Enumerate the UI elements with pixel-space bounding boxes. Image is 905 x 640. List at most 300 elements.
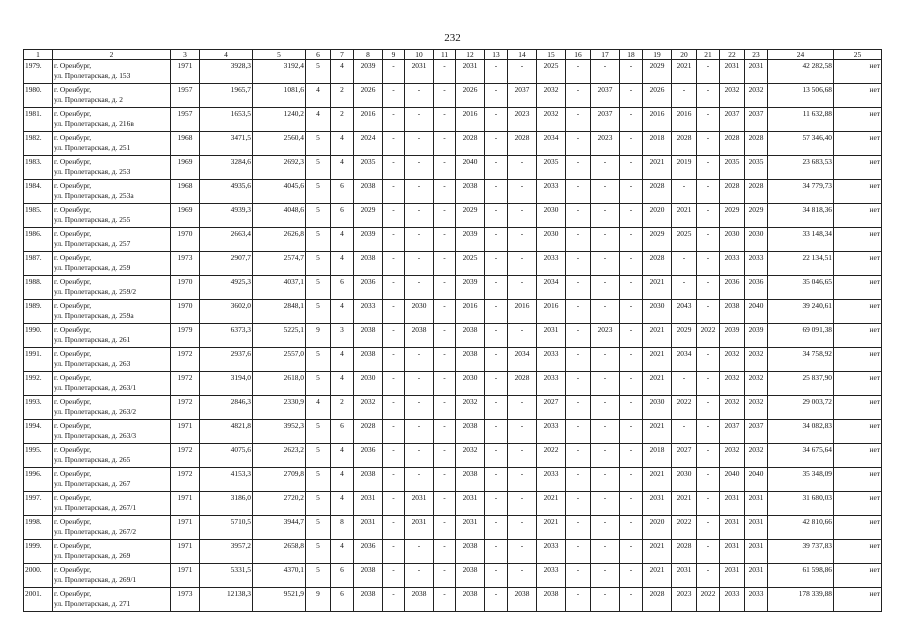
amount-cell: 39 240,61: [768, 300, 834, 324]
row-number: 1991.: [24, 348, 53, 372]
row-number: 1982.: [24, 132, 53, 156]
data-cell: -: [434, 396, 456, 420]
data-cell: 2038: [456, 420, 485, 444]
data-cell: 2031: [456, 516, 485, 540]
address-city: г. Оренбург,: [54, 157, 92, 166]
data-cell: 2032: [720, 372, 745, 396]
data-cell: 2040: [720, 468, 745, 492]
data-cell: -: [434, 276, 456, 300]
address-street: ул. Пролетарская, д. 269/1: [54, 575, 137, 584]
data-cell: 2038: [354, 180, 383, 204]
data-cell: 5: [306, 540, 331, 564]
status-cell: нет: [834, 300, 882, 324]
data-cell: -: [620, 540, 643, 564]
data-cell: 1969: [171, 156, 200, 180]
data-cell: 4: [331, 156, 354, 180]
data-cell: 2031: [720, 564, 745, 588]
amount-cell: 178 339,88: [768, 588, 834, 612]
data-cell: 2033: [537, 564, 566, 588]
table-row: [24, 180, 882, 204]
data-cell: 3471,5: [200, 132, 253, 156]
data-cell: 2029: [672, 324, 697, 348]
data-cell: -: [566, 588, 591, 612]
data-cell: 2040: [456, 156, 485, 180]
data-cell: 9: [306, 324, 331, 348]
data-cell: 2026: [643, 84, 672, 108]
data-cell: 2021: [643, 468, 672, 492]
data-cell: 5: [306, 492, 331, 516]
data-cell: -: [434, 468, 456, 492]
data-cell: 2027: [537, 396, 566, 420]
data-cell: -: [566, 468, 591, 492]
data-cell: 2021: [672, 492, 697, 516]
data-cell: -: [405, 540, 434, 564]
data-cell: 2031: [672, 564, 697, 588]
data-cell: -: [591, 492, 620, 516]
column-number: 20: [672, 50, 697, 60]
data-cell: -: [508, 228, 537, 252]
data-cell: -: [508, 468, 537, 492]
data-cell: 2032: [354, 396, 383, 420]
data-cell: 2043: [672, 300, 697, 324]
column-number: 7: [331, 50, 354, 60]
table-row: [24, 396, 882, 420]
data-cell: 2937,6: [200, 348, 253, 372]
data-cell: 2021: [643, 276, 672, 300]
column-number-row: [24, 50, 882, 60]
data-cell: 2039: [456, 228, 485, 252]
data-cell: 2031: [745, 60, 768, 84]
data-cell: 2021: [643, 324, 672, 348]
address-street: ул. Пролетарская, д. 153: [54, 71, 131, 80]
data-cell: 6373,3: [200, 324, 253, 348]
address-cell: [53, 132, 171, 156]
data-cell: 2028: [643, 180, 672, 204]
data-cell: 2021: [643, 420, 672, 444]
housing-register-table: [23, 49, 882, 612]
data-cell: 2021: [537, 492, 566, 516]
data-cell: 2028: [354, 420, 383, 444]
data-cell: 2039: [354, 60, 383, 84]
data-cell: 4: [331, 132, 354, 156]
row-number: 1999.: [24, 540, 53, 564]
data-cell: 2: [331, 396, 354, 420]
address-street: ул. Пролетарская, д. 269: [54, 551, 131, 560]
data-cell: 5: [306, 372, 331, 396]
data-cell: 5: [306, 468, 331, 492]
address-street: ул. Пролетарская, д. 265: [54, 455, 131, 464]
data-cell: 2028: [745, 180, 768, 204]
amount-cell: 69 091,38: [768, 324, 834, 348]
data-cell: -: [383, 108, 405, 132]
data-cell: 2031: [405, 60, 434, 84]
data-cell: -: [434, 204, 456, 228]
address-city: г. Оренбург,: [54, 301, 92, 310]
data-cell: -: [508, 180, 537, 204]
data-cell: 1957: [171, 108, 200, 132]
data-cell: 1971: [171, 564, 200, 588]
address-cell: [53, 84, 171, 108]
data-cell: -: [508, 420, 537, 444]
data-cell: -: [383, 324, 405, 348]
address-cell: [53, 468, 171, 492]
data-cell: -: [485, 516, 508, 540]
data-cell: -: [485, 348, 508, 372]
data-cell: -: [697, 228, 720, 252]
amount-cell: 34 818,36: [768, 204, 834, 228]
data-cell: 4045,6: [253, 180, 306, 204]
data-cell: -: [434, 444, 456, 468]
data-cell: 2022: [537, 444, 566, 468]
data-cell: 2024: [354, 132, 383, 156]
data-cell: 2016: [643, 108, 672, 132]
page-number: 232: [444, 32, 461, 44]
data-cell: -: [508, 156, 537, 180]
data-cell: 2016: [508, 300, 537, 324]
data-cell: -: [383, 300, 405, 324]
data-cell: -: [566, 84, 591, 108]
data-cell: -: [566, 396, 591, 420]
data-cell: 1970: [171, 228, 200, 252]
data-cell: 5: [306, 228, 331, 252]
amount-cell: 35 348,09: [768, 468, 834, 492]
data-cell: -: [620, 444, 643, 468]
data-cell: 2028: [720, 132, 745, 156]
address-street: ул. Пролетарская, д. 263: [54, 359, 131, 368]
column-number: 2: [53, 50, 171, 60]
data-cell: -: [697, 204, 720, 228]
status-cell: нет: [834, 348, 882, 372]
data-cell: -: [485, 180, 508, 204]
address-street: ул. Пролетарская, д. 216в: [54, 119, 134, 128]
data-cell: -: [697, 540, 720, 564]
data-cell: -: [620, 60, 643, 84]
data-cell: -: [508, 60, 537, 84]
data-cell: -: [383, 228, 405, 252]
data-cell: -: [591, 564, 620, 588]
data-cell: -: [485, 588, 508, 612]
data-cell: 3284,6: [200, 156, 253, 180]
data-cell: 2692,3: [253, 156, 306, 180]
table-row: [24, 444, 882, 468]
data-cell: -: [697, 516, 720, 540]
amount-cell: 34 779,73: [768, 180, 834, 204]
address-street: ул. Пролетарская, д. 257: [54, 239, 131, 248]
table-row: [24, 204, 882, 228]
amount-cell: 25 837,90: [768, 372, 834, 396]
data-cell: -: [485, 372, 508, 396]
data-cell: -: [591, 444, 620, 468]
data-cell: 2038: [456, 348, 485, 372]
data-cell: 2036: [354, 540, 383, 564]
data-cell: 2031: [720, 492, 745, 516]
column-number: 6: [306, 50, 331, 60]
row-number: 1993.: [24, 396, 53, 420]
data-cell: 2016: [354, 108, 383, 132]
data-cell: 2018: [643, 132, 672, 156]
data-cell: -: [672, 252, 697, 276]
table-row: [24, 564, 882, 588]
data-cell: -: [485, 492, 508, 516]
data-cell: -: [620, 228, 643, 252]
data-cell: 1971: [171, 516, 200, 540]
address-city: г. Оренбург,: [54, 229, 92, 238]
row-number: 1987.: [24, 252, 53, 276]
data-cell: 2028: [672, 540, 697, 564]
status-cell: нет: [834, 588, 882, 612]
data-cell: 2022: [697, 324, 720, 348]
data-cell: 5: [306, 276, 331, 300]
data-cell: 1973: [171, 588, 200, 612]
data-cell: 2031: [456, 60, 485, 84]
data-cell: -: [485, 84, 508, 108]
data-cell: 2034: [508, 348, 537, 372]
data-cell: 2018: [643, 444, 672, 468]
address-city: г. Оренбург,: [54, 205, 92, 214]
amount-cell: 34 675,64: [768, 444, 834, 468]
data-cell: -: [434, 60, 456, 84]
data-cell: -: [566, 372, 591, 396]
table-row: [24, 588, 882, 612]
data-cell: -: [591, 540, 620, 564]
status-cell: нет: [834, 180, 882, 204]
data-cell: -: [566, 156, 591, 180]
data-cell: 2033: [745, 588, 768, 612]
data-cell: 5710,5: [200, 516, 253, 540]
row-number: 1990.: [24, 324, 53, 348]
table-row: [24, 156, 882, 180]
data-cell: 2021: [672, 60, 697, 84]
data-cell: 2016: [672, 108, 697, 132]
data-cell: -: [697, 156, 720, 180]
data-cell: 3194,0: [200, 372, 253, 396]
data-cell: 2036: [720, 276, 745, 300]
data-cell: 1968: [171, 180, 200, 204]
data-cell: 4370,1: [253, 564, 306, 588]
address-city: г. Оренбург,: [54, 109, 92, 118]
data-cell: 2029: [745, 204, 768, 228]
data-cell: 1971: [171, 540, 200, 564]
data-cell: -: [485, 204, 508, 228]
address-cell: [53, 372, 171, 396]
address-street: ул. Пролетарская, д. 2: [54, 95, 123, 104]
data-cell: -: [434, 252, 456, 276]
table-row: [24, 300, 882, 324]
data-cell: -: [697, 564, 720, 588]
data-cell: -: [508, 324, 537, 348]
data-cell: 1968: [171, 132, 200, 156]
data-cell: 2038: [456, 324, 485, 348]
column-number: 1: [24, 50, 53, 60]
data-cell: -: [434, 228, 456, 252]
data-cell: 2038: [456, 588, 485, 612]
data-cell: -: [620, 492, 643, 516]
address-cell: [53, 180, 171, 204]
amount-cell: 61 598,86: [768, 564, 834, 588]
data-cell: -: [485, 276, 508, 300]
data-cell: 3957,2: [200, 540, 253, 564]
data-cell: -: [566, 444, 591, 468]
address-city: г. Оренбург,: [54, 349, 92, 358]
data-cell: 3952,3: [253, 420, 306, 444]
data-cell: 6: [331, 180, 354, 204]
column-number: 19: [643, 50, 672, 60]
data-cell: 2032: [745, 348, 768, 372]
address-street: ул. Пролетарская, д. 267/2: [54, 527, 137, 536]
column-number: 14: [508, 50, 537, 60]
data-cell: -: [566, 492, 591, 516]
data-cell: -: [620, 396, 643, 420]
data-cell: -: [485, 252, 508, 276]
data-cell: -: [508, 516, 537, 540]
data-cell: 2038: [537, 588, 566, 612]
data-cell: -: [434, 588, 456, 612]
data-cell: 1972: [171, 372, 200, 396]
data-cell: -: [697, 252, 720, 276]
data-cell: -: [383, 348, 405, 372]
data-cell: 2035: [720, 156, 745, 180]
data-cell: 2029: [456, 204, 485, 228]
data-cell: 2031: [537, 324, 566, 348]
data-cell: -: [383, 588, 405, 612]
data-cell: 2021: [643, 540, 672, 564]
data-cell: -: [620, 420, 643, 444]
address-city: г. Оренбург,: [54, 445, 92, 454]
data-cell: 2021: [643, 348, 672, 372]
row-number: 1988.: [24, 276, 53, 300]
data-cell: -: [697, 348, 720, 372]
data-cell: 2016: [456, 108, 485, 132]
data-cell: -: [405, 108, 434, 132]
data-cell: 2: [331, 84, 354, 108]
data-cell: 1973: [171, 252, 200, 276]
table-row: [24, 492, 882, 516]
data-cell: -: [485, 444, 508, 468]
status-cell: нет: [834, 276, 882, 300]
data-cell: 2023: [591, 324, 620, 348]
data-cell: 4935,6: [200, 180, 253, 204]
data-cell: 2033: [745, 252, 768, 276]
row-number: 2001.: [24, 588, 53, 612]
status-cell: нет: [834, 84, 882, 108]
data-cell: 2021: [643, 156, 672, 180]
data-cell: 4: [331, 348, 354, 372]
data-cell: 2031: [720, 516, 745, 540]
address-cell: [53, 204, 171, 228]
address-cell: [53, 276, 171, 300]
data-cell: -: [620, 324, 643, 348]
data-cell: 2039: [354, 228, 383, 252]
data-cell: -: [383, 468, 405, 492]
data-cell: -: [405, 204, 434, 228]
data-cell: 2030: [537, 204, 566, 228]
data-cell: 2038: [354, 252, 383, 276]
data-cell: -: [566, 276, 591, 300]
data-cell: 1972: [171, 444, 200, 468]
data-cell: -: [620, 276, 643, 300]
data-cell: -: [591, 276, 620, 300]
data-cell: 2021: [643, 372, 672, 396]
data-cell: 2029: [354, 204, 383, 228]
address-street: ул. Пролетарская, д. 259: [54, 263, 131, 272]
data-cell: 5: [306, 420, 331, 444]
data-cell: -: [405, 564, 434, 588]
amount-cell: 22 134,51: [768, 252, 834, 276]
data-cell: 9521,9: [253, 588, 306, 612]
address-city: г. Оренбург,: [54, 565, 92, 574]
data-cell: 2033: [537, 372, 566, 396]
address-city: г. Оренбург,: [54, 589, 92, 598]
address-city: г. Оренбург,: [54, 61, 92, 70]
amount-cell: 42 282,58: [768, 60, 834, 84]
data-cell: 6: [331, 276, 354, 300]
address-city: г. Оренбург,: [54, 517, 92, 526]
status-cell: нет: [834, 204, 882, 228]
data-cell: -: [383, 204, 405, 228]
address-city: г. Оренбург,: [54, 373, 92, 382]
data-cell: 2038: [456, 468, 485, 492]
address-street: ул. Пролетарская, д. 267/1: [54, 503, 137, 512]
data-cell: -: [620, 588, 643, 612]
table-row: [24, 276, 882, 300]
data-cell: 4: [331, 444, 354, 468]
data-cell: 2658,8: [253, 540, 306, 564]
address-street: ул. Пролетарская, д. 261: [54, 335, 131, 344]
data-cell: 6: [331, 420, 354, 444]
data-cell: 2036: [354, 276, 383, 300]
data-cell: -: [697, 444, 720, 468]
data-cell: 4: [331, 252, 354, 276]
data-cell: -: [566, 348, 591, 372]
data-cell: -: [485, 324, 508, 348]
address-city: г. Оренбург,: [54, 469, 92, 478]
data-cell: -: [697, 420, 720, 444]
data-cell: 2038: [508, 588, 537, 612]
table-row: [24, 516, 882, 540]
data-cell: -: [620, 372, 643, 396]
data-cell: 4: [306, 84, 331, 108]
data-cell: -: [697, 492, 720, 516]
data-cell: 1653,5: [200, 108, 253, 132]
data-cell: 2037: [591, 84, 620, 108]
data-cell: 2034: [672, 348, 697, 372]
data-cell: -: [620, 564, 643, 588]
data-cell: -: [383, 84, 405, 108]
amount-cell: 34 082,83: [768, 420, 834, 444]
data-cell: 2021: [537, 516, 566, 540]
data-cell: -: [434, 108, 456, 132]
data-cell: 2030: [643, 300, 672, 324]
address-cell: [53, 420, 171, 444]
data-cell: 12138,3: [200, 588, 253, 612]
data-cell: 2037: [745, 108, 768, 132]
data-cell: 2663,4: [200, 228, 253, 252]
data-cell: 6: [331, 204, 354, 228]
data-cell: -: [672, 84, 697, 108]
column-number: 25: [834, 50, 882, 60]
data-cell: 5: [306, 564, 331, 588]
data-cell: 5225,1: [253, 324, 306, 348]
data-cell: -: [591, 252, 620, 276]
address-street: ул. Пролетарская, д. 263/1: [54, 383, 137, 392]
data-cell: -: [434, 540, 456, 564]
data-cell: 4939,3: [200, 204, 253, 228]
column-number: 9: [383, 50, 405, 60]
data-cell: -: [405, 252, 434, 276]
data-cell: -: [672, 372, 697, 396]
data-cell: 2560,4: [253, 132, 306, 156]
data-cell: -: [672, 180, 697, 204]
